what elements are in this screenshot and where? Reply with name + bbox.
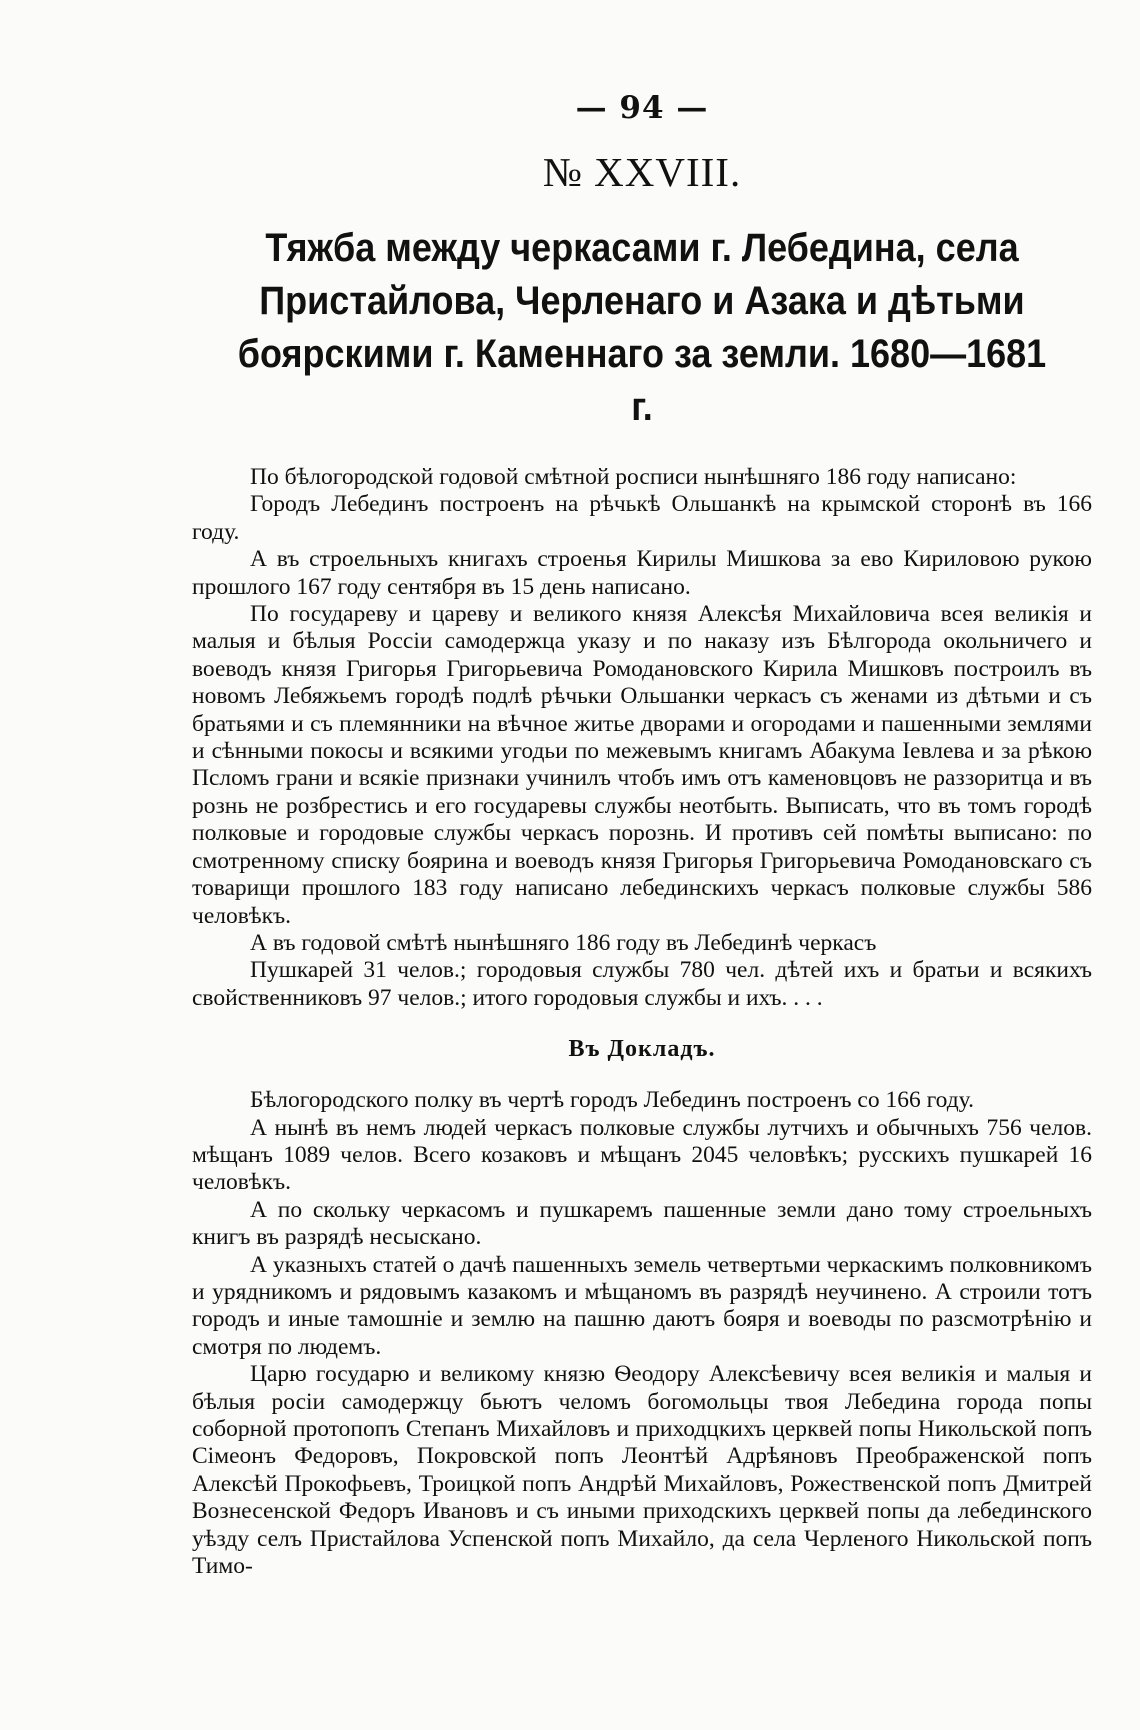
paragraph: Бѣлогородского полку въ чертѣ городъ Лебединъ построенъ со 166 году. — [250, 1087, 974, 1114]
paragraph: А въ годовой смѣтѣ нынѣшняго 186 году въ Лебединѣ черкасъ — [250, 929, 877, 956]
document-page — [192, 90, 1092, 1580]
paragraph: Городъ Лебединъ построенъ на рѣчькѣ Ольшанкѣ на крымской сторонѣ въ 166 году. — [192, 491, 1092, 545]
paragraph: А нынѣ въ немъ людей черкасъ полковые службы лутчихъ и обычныхъ 756 челов. мѣщанъ 1089 челов. Всего козаковъ и мѣщанъ 2045 человѣкъ; русскихъ пушкарей 16 человѣкъ. — [192, 1114, 1092, 1196]
page-number: — 94 — — [575, 90, 709, 126]
paragraph: По государеву и цареву и великого князя Алексѣя Михайловича всея великія и малыя и бѣлыя Россіи самодержца указу и по наказу изъ Бѣлгорода окольничего и воеводъ князя Григорья Григорьевича Ромодановского Кирила Мишковъ построилъ въ новомъ Лебяжьемъ городѣ подлѣ рѣчьки Ольшанки черкасъ съ женами из дѣтьми и съ братьями и съ племянники на вѣчное житье дворами и огородами и пашенными землями и сѣнными покосы и всякими угодьи по межевымъ книгамъ Абакума Іевлева и за рѣкою Псломъ грани и всякіе признаки учинилъ чтобъ имъ отъ каменовцовъ не раззоритца и въ рознь не розбрестись и его государевы службы неотбыть. Выписать, что въ томъ городѣ полковые и городовые службы черкасъ порознь. И противъ сей помѣты выписано: по смотренному списку боярина и воеводъ князя Григорья Григорьевича Ромодановскаго съ товарищи прошлого 183 году написано лебединскихъ черкасъ полковые службы 586 человѣкъ. — [192, 601, 1092, 929]
body-part-1 — [192, 464, 1092, 1012]
paragraph: А по скольку черкасомъ и пушкаремъ пашенные земли дано тому строельныхъ книгъ въ разрядѣ несыскано. — [192, 1196, 1092, 1251]
paragraph: Царю государю и великому князю Ѳеодору Алексѣевичу всея великія и малыя и бѣлыя росіи самодержцу бьютъ челомъ богомольцы твоя Лебедина города попы соборной протопопъ Степанъ Михайловъ и приходцкихъ церквей попы Никольской попъ Сімеонъ Федоровъ, Покровской попъ Леонтѣй Адрѣяновъ Преображенской попъ Алексѣй Прокофьевъ, Троицкой попъ Андрѣй Михайловъ, Рожественской попъ Дмитрей Вознесенской Федоръ Ивановъ и съ иными приходскихъ церквей попы да лебединского уѣзду селъ Пристайлова Успенской попъ Михайло, да села Черленого Никольской попъ Тимо- — [192, 1361, 1092, 1580]
paragraph: Пушкарей 31 челов.; городовыя службы 780 чел. дѣтей ихъ и братьи и всякихъ свойственниковъ 97 челов.; итого городовыя службы и ихъ. . . . — [192, 957, 1092, 1011]
paragraph: По бѣлогородской годовой смѣтной росписи нынѣшняго 186 году написано: — [250, 464, 1017, 490]
paragraph: А указныхъ статей о дачѣ пашенныхъ земель четвертьми черкаскимъ полковникомъ и урядникомъ и рядовымъ казакомъ и мѣщаномъ въ разрядѣ неучинено. А строили тотъ городъ и иные тамошніе и землю на пашню даютъ бояря и воеводы по разсмотрѣнію и смотря по людемъ. — [192, 1251, 1092, 1360]
document-title: Тяжба между черкасами г. Лебедина, села Пристайлова, Черленаго и Азака и дѣтьми боярскими г. Каменнаго за земли. 1680—1681 г. — [237, 226, 1047, 429]
document-number: № XXVIII. — [542, 149, 742, 195]
paragraph: А въ строельныхъ книгахъ строенья Кирилы Мишкова за ево Кириловою рукою прошлого 167 году сентября въ 15 день написано. — [192, 546, 1092, 600]
body-part-2 — [192, 1087, 1092, 1580]
section-heading: Въ Докладъ. — [568, 1036, 716, 1063]
